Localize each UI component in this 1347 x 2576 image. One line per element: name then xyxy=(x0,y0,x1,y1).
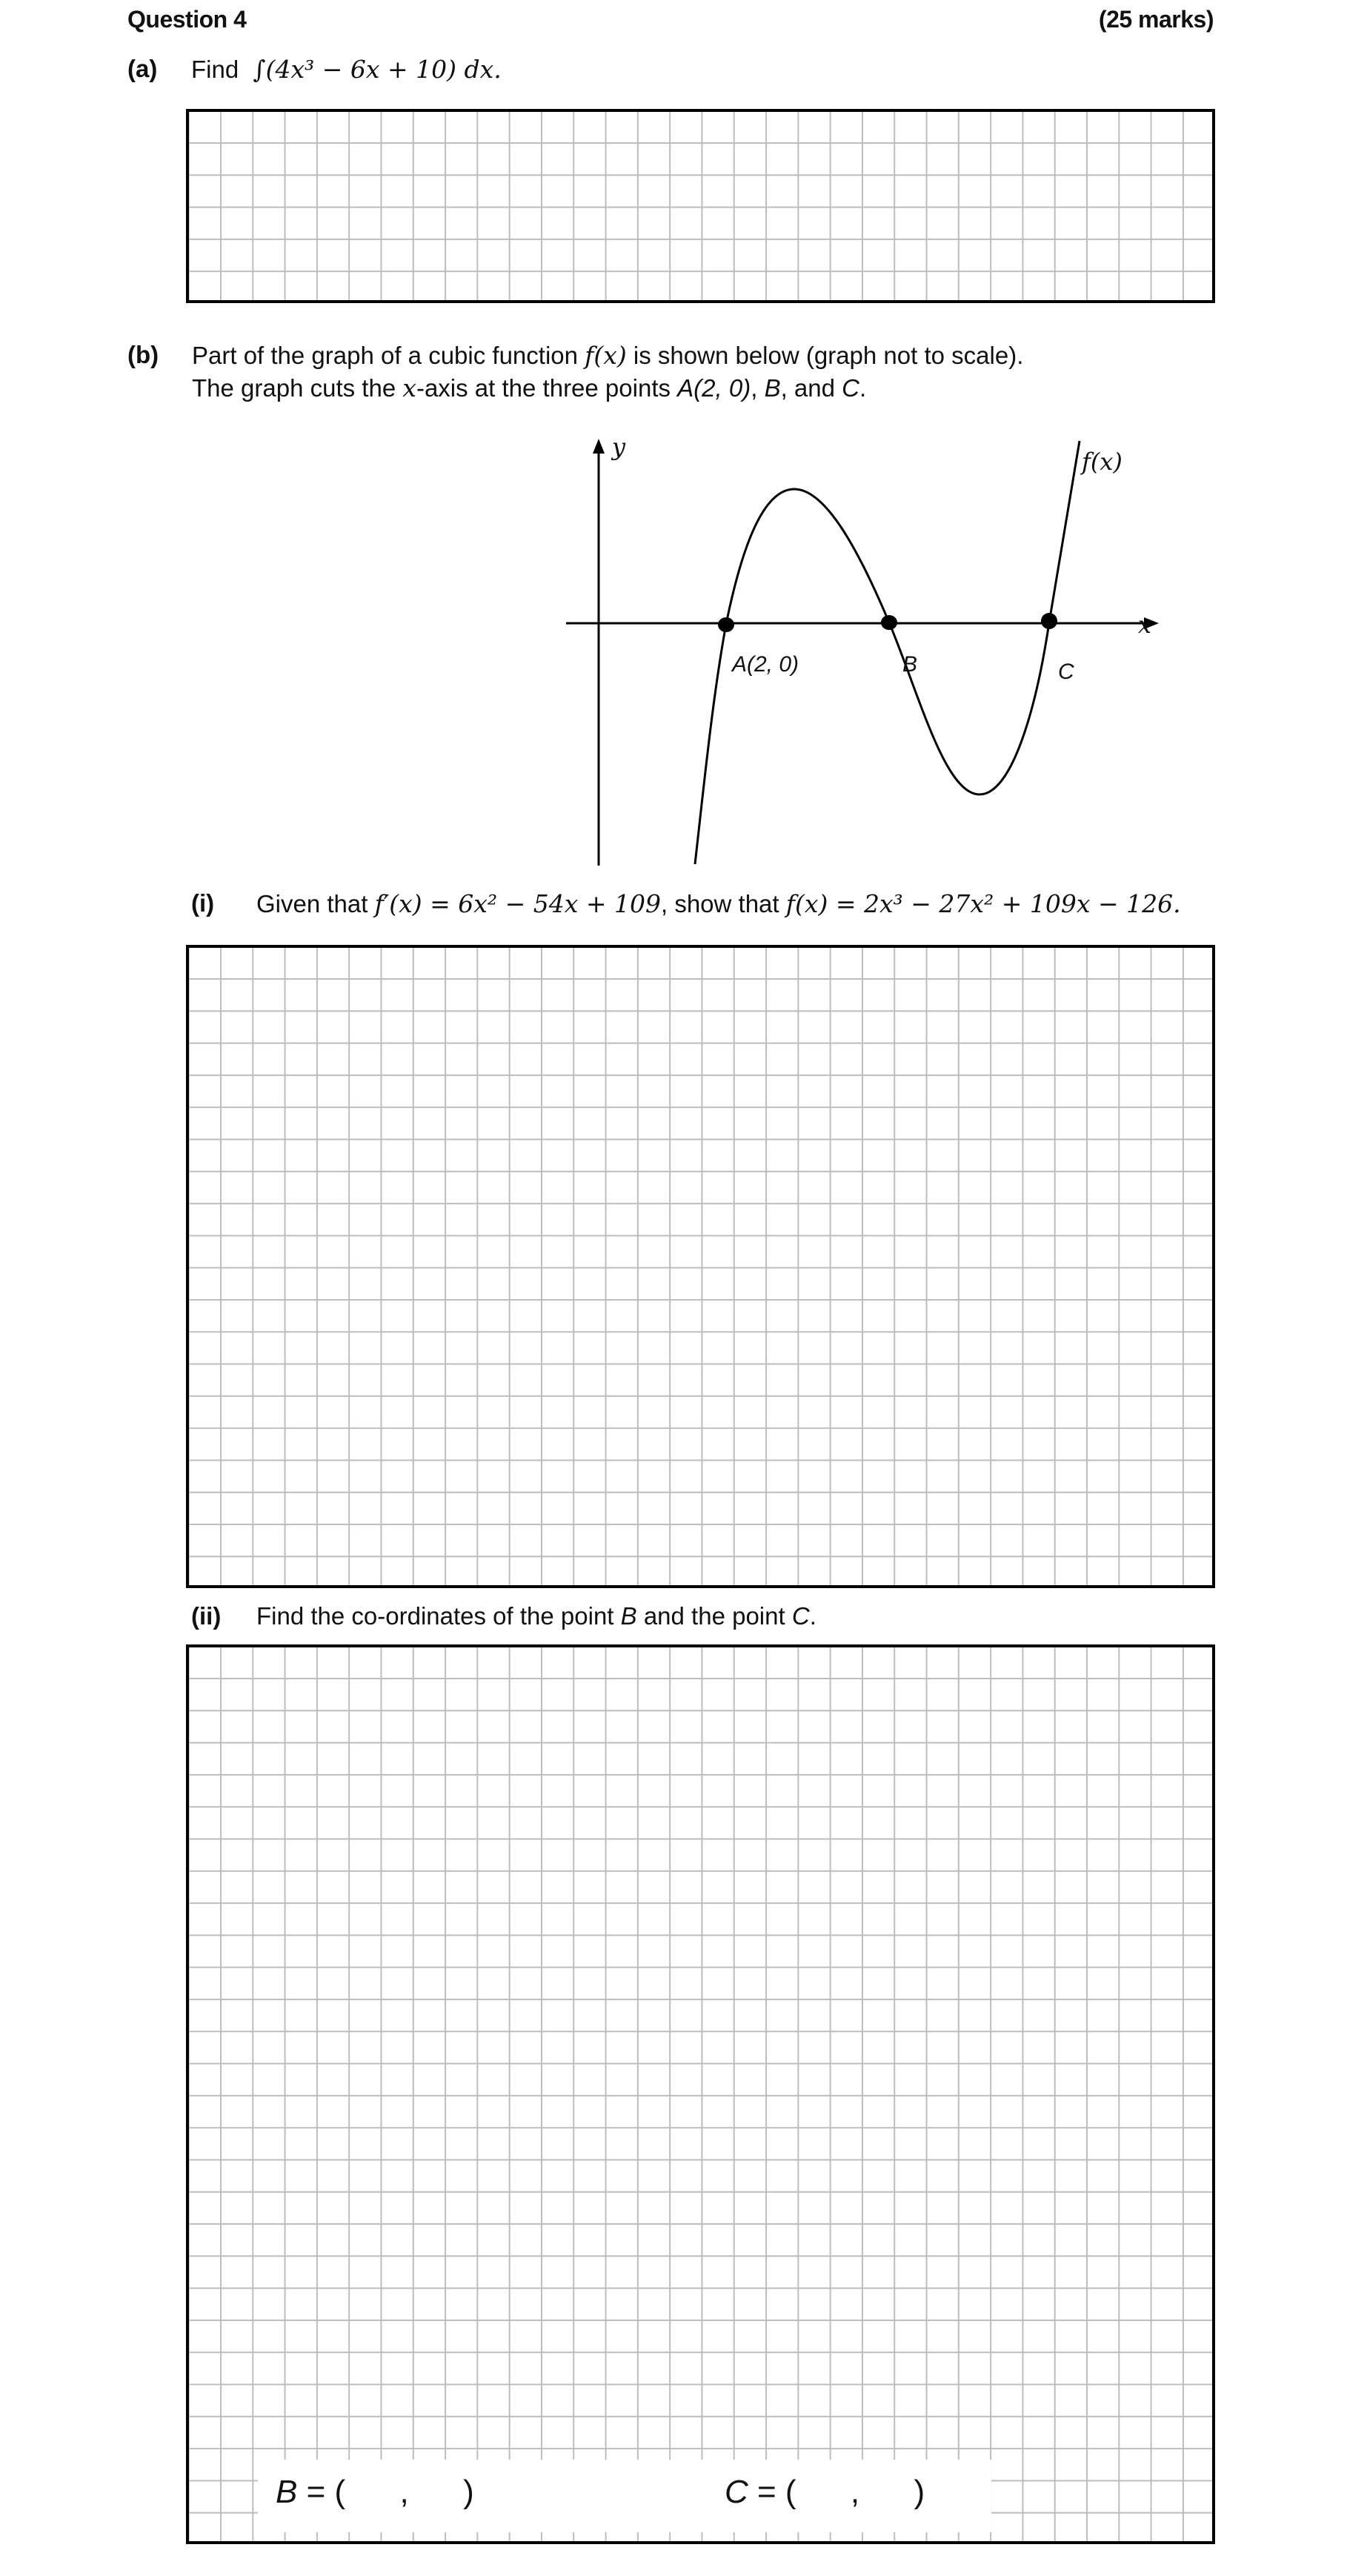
y-axis-arrow-icon xyxy=(593,439,605,454)
part-b-fx: f(x) xyxy=(585,341,627,370)
part-b-point-b: B xyxy=(764,374,781,402)
part-b-i-prompt-pre: Given that xyxy=(256,890,368,917)
part-b-line1-pre: Part of the graph of a cubic function xyxy=(192,342,578,369)
point-b-marker xyxy=(881,615,897,630)
point-a-marker xyxy=(718,617,734,632)
question-title: Question 4 xyxy=(127,6,247,33)
part-b-ii-c: C xyxy=(791,1602,810,1630)
answer-b-field[interactable]: B = ( , ) xyxy=(276,2474,474,2510)
cubic-graph xyxy=(0,0,1347,874)
part-b-i-label: (i) xyxy=(191,889,215,917)
point-c-marker xyxy=(1041,613,1057,629)
part-b-ii-end: . xyxy=(809,1602,816,1630)
part-a-integral: ∫(4x³ − 6x + 10) dx. xyxy=(253,55,502,84)
answer-c-field[interactable]: C = ( , ) xyxy=(725,2474,925,2510)
part-b-point-c: C xyxy=(842,374,859,402)
part-b-ii-prompt-pre: Find the co-ordinates of the point xyxy=(256,1602,614,1630)
part-b-i-prompt-mid: , show that xyxy=(660,890,779,917)
part-b-line-2: The graph cuts the x-axis at the three points A(2, 0), B, and C. xyxy=(192,374,867,402)
part-b-i-target: f(x) = 2x³ − 27x² + 109x − 126. xyxy=(785,889,1181,918)
curve-label-fx: f(x) xyxy=(1082,448,1122,476)
part-b-x: x xyxy=(402,374,416,402)
part-b-line2-post: -axis at the three points xyxy=(416,374,671,402)
part-b-label: (b) xyxy=(127,341,159,368)
part-b-i-question xyxy=(256,889,1181,918)
question-marks: (25 marks) xyxy=(1098,6,1214,33)
point-b-label: B xyxy=(902,652,918,677)
x-axis-label: x xyxy=(1138,611,1152,639)
answer-box-b-i[interactable] xyxy=(186,945,1215,1588)
part-b-line2-pre: The graph cuts the xyxy=(192,374,396,402)
part-b-ii-label: (ii) xyxy=(191,1602,222,1630)
point-c-label: C xyxy=(1058,660,1074,684)
part-b-ii-mid: and the point xyxy=(643,1602,785,1630)
part-b-ii-b: B xyxy=(620,1602,637,1630)
answer-box-b-ii[interactable] xyxy=(186,1644,1215,2544)
part-b-i-given: f′(x) = 6x² − 54x + 109 xyxy=(374,889,661,918)
point-a-label: A(2, 0) xyxy=(732,652,799,677)
part-b-ii-question xyxy=(256,1602,816,1630)
y-axis-label: y xyxy=(612,433,626,461)
part-b-line1-post: is shown below (graph not to scale). xyxy=(633,342,1024,369)
part-b-point-a: A(2, 0) xyxy=(677,374,751,402)
part-a-prompt: Find xyxy=(191,56,239,83)
part-a-label: (a) xyxy=(127,55,158,82)
